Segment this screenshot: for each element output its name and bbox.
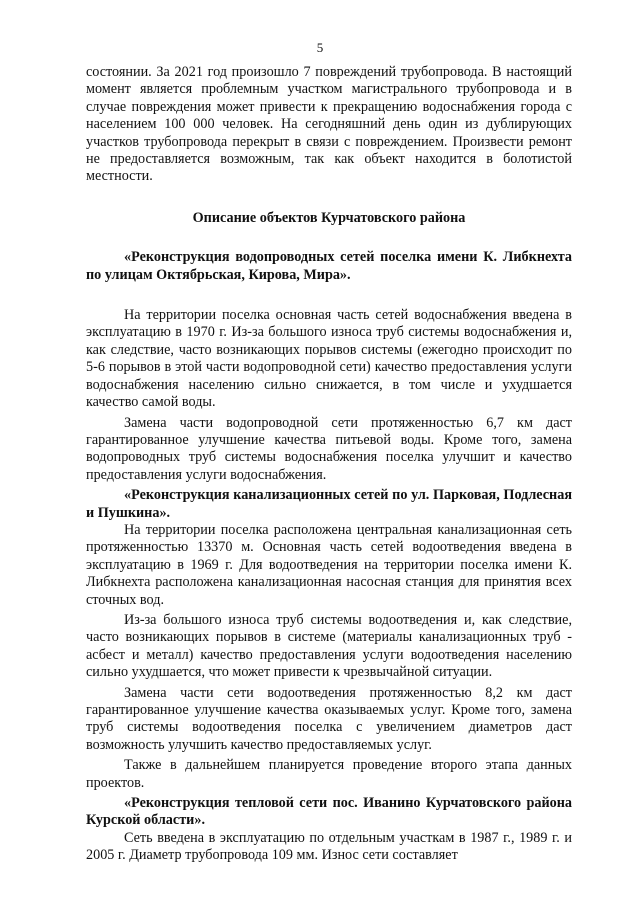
- project-title-heating-network: «Реконструкция тепловой сети пос. Иванино Курчатовского района Курской области».: [86, 795, 572, 829]
- paragraph-continuation: состоянии. За 2021 год произошло 7 повреждений трубопровода. В настоящий момент является проблемным участком магистрального трубопровода и в случае повреждения может привести к прекращению водоснабжения города с населением 100 000 человек. На сегодняшний день один из дублирующих участков трубопровода перекрыт в связи с повреждением. Произвести ремонт не предоставляется возможным, так как объект находится в болотистой местности.: [86, 64, 572, 185]
- project-title-water-network: «Реконструкция водопроводных сетей поселка имени К. Либкнехта по улицам Октябрьская, Кирова, Мира».: [86, 249, 572, 283]
- paragraph-water-network-state: На территории поселка основная часть сетей водоснабжения введена в эксплуатацию в 1970 г. Из-за большого износа труб системы водоснабжения и, как следствие, часто возникающих порывов системы (ежегодно происходит по 5-6 порывов в этой части водопроводной сети) качество предоставления услуги водоснабжения населению сильно снижается, в том числе и ухудшается качество самой воды.: [86, 307, 572, 411]
- page-number: 5: [316, 40, 324, 55]
- section-title: Описание объектов Курчатовского района: [192, 209, 466, 226]
- paragraph-sewer-network-state: На территории поселка расположена центральная канализационная сеть протяженностью 13370 м. Основная часть сетей водоотведения введена в эксплуатацию в 1969 г. Для водоотведения на территории поселка имени К. Либкнехта расположена канализационная насосная станция для принятия всех сточных вод.: [86, 521, 572, 608]
- paragraph-water-network-replacement: Замена части водопроводной сети протяженностью 6,7 км даст гарантированное улучшение качества питьевой воды. Кроме того, замена водопроводных труб системы водоснабжения поселка улучшит и качество предоставления услуги водоснабжения.: [86, 414, 572, 483]
- project-title-sewer-network: «Реконструкция канализационных сетей по ул. Парковая, Подлесная и Пушкина».: [86, 487, 572, 521]
- paragraph-sewer-network-replacement: Замена части сети водоотведения протяженностью 8,2 км даст гарантированное улучшение качества оказываемых услуг. Кроме того, замена труб системы водоотведения поселка с увеличением диаметров даст возможность улучшить качество предоставляемых услуг.: [86, 684, 572, 753]
- paragraph-sewer-network-wear: Из-за большого износа труб системы водоотведения и, как следствие, часто возникающих порывов в системе (материалы канализационных труб - асбест и металл) качество предоставления услуги водоотведения населению сильно ухудшается, что может привести к чрезвычайной ситуации.: [86, 611, 572, 681]
- paragraph-heating-network-state: Сеть введена в эксплуатацию по отдельным участкам в 1987 г., 1989 г. и 2005 г. Диаметр трубопровода 109 мм. Износ сети составляет: [86, 829, 572, 864]
- document-body: [86, 64, 572, 865]
- paragraph-second-stage: Также в дальнейшем планируется проведение второго этапа данных проектов.: [86, 757, 572, 791]
